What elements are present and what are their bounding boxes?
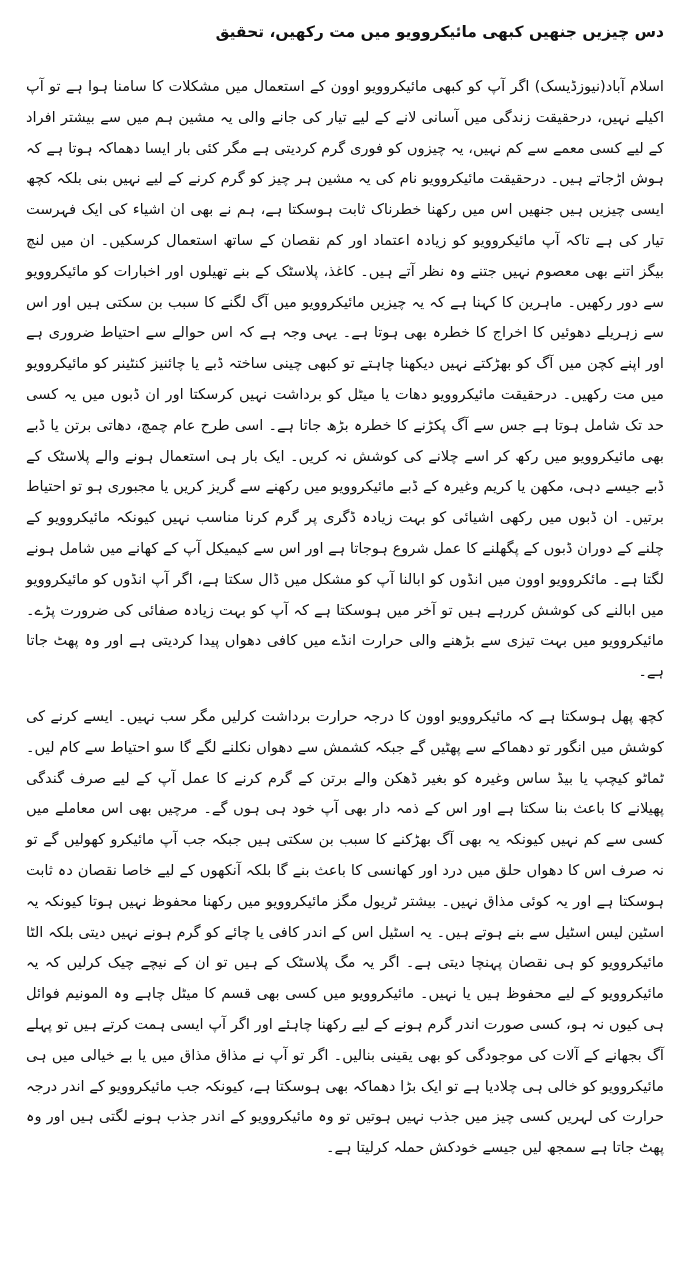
- article-headline: دس چیزیں جنھیں کبھی مائیکروویو میں مت رکھیں، تحقیق: [215, 23, 664, 41]
- news-article: [26, 0, 664, 1182]
- article-paragraph-2: کچھ پھل ہوسکتا ہے کہ مائیکروویو اوون کا درجہ حرارت برداشت کرلیں مگر سب نہیں۔ ایسے کرنے کی کوشش میں انگور تو دھماکے سے پھٹیں گے جبکہ کشمش سے دھواں نکلنے لگے گا سو احتیاط سے کام لیں۔ ٹماٹو کیچپ یا بیڈ ساس وغیرہ کو بغیر ڈھکن والے برتن کے گرم کرنے کا عمل آپ کے لیے صرف گندگی پھیلانے کا باعث بنا سکتا ہے اور اس کے ذمہ دار بھی آپ خود ہی ہوں گے۔ مرچیں بھی اس معاملے میں کسی سے کم نہیں کیونکہ یہ بھی آگ بھڑکنے کا سبب بن سکتی ہیں جبکہ جب آپ مائیکرو کھولیں گے تو نہ صرف اس کا دھواں حلق میں درد اور کھانسی کا باعث بنے گا بلکہ آنکھوں کے لیے خاصا نقصان دہ ثابت ہوسکتا ہے اور یہ کوئی مذاق نہیں۔ بیشتر ٹریول مگز مائیکروویو میں رکھنا محفوظ نہیں ہوتا کیونکہ یہ اسٹین لیس اسٹیل سے بنے ہوتے ہیں۔ یہ اسٹیل اس کے اندر کافی یا چائے کو گرم ہونے نہیں دیتی بلکہ الٹا مائیکروویو کو ہی نقصان پہنچا دیتی ہے۔ اگر یہ مگ پلاسٹک کے ہیں تو ان کے نیچے چیک کرلیں کہ یہ مائیکروویو کے لیے محفوظ ہیں یا نہیں۔ مائیکروویو میں کسی بھی قسم کا میٹل چاہے وہ المونیم فوائل ہی کیوں نہ ہو، کسی صورت اندر گرم ہونے کے لیے رکھنا چاہئے اور اگر آپ ایسی ہمت کرتے ہیں تو پہلے آگ بجھانے کے آلات کی موجودگی کو بھی یقینی بنالیں۔ اگر تو آپ نے مذاق مذاق میں یا بے خیالی میں ہی مائیکروویو کو خالی ہی چلادیا ہے تو ایک بڑا دھماکہ بھی ہوسکتا ہے، کیونکہ جب مائیکروویو کے اندر درجہ حرارت کی لہریں کسی چیز میں جذب نہیں ہوتیں تو وہ مائیکروویو کے اندر جذب ہونے لگتی ہیں اور وہ پھٹ جاتا ہے سمجھ لیں جیسے خودکش حملہ کرلیتا ہے۔: [26, 707, 664, 1157]
- article-paragraph-1: اسلام آباد(نیوزڈیسک) اگر آپ کو کبھی مائیکروویو اوون کے استعمال میں مشکلات کا سامنا ہوا ہے تو آپ اکیلے نہیں، درحقیقت زندگی میں آسانی لانے کے لیے تیار کی جانے والی یہ مشین ہم میں سے بیشتر افراد کے لیے کسی معمے سے کم نہیں، یہ چیزوں کو فوری گرم کردیتی ہے مگر کئی بار ایسا دھماکہ ہوتا ہے کہ ہوش اڑجاتے ہیں۔ درحقیقت مائیکروویو نام کی یہ مشین ہر چیز کو گرم کرنے کے لیے نہیں بنی بلکہ کچھ ایسی چیزیں ہیں جنھیں اس میں رکھنا خطرناک ثابت ہوسکتا ہے، ہم نے بھی ان اشیاء کی ایک فہرست تیار کی ہے تاکہ آپ مائیکروویو کو زیادہ اعتماد اور کم نقصان کے ساتھ استعمال کرسکیں۔ ان میں لنچ بیگز اتنے بھی معصوم نہیں جتنے وہ نظر آتے ہیں۔ کاغذ، پلاسٹک کے بنے تھیلوں اور اخبارات کو مائیکروویو سے دور رکھیں۔ ماہرین کا کہنا ہے کہ یہ چیزیں مائیکروویو میں آگ لگنے کا سبب بن سکتی ہیں اور اس سے زہریلے دھوئیں کا اخراج کا خطرہ بھی ہوتا ہے۔ یہی وجہ ہے کہ اس حوالے سے احتیاط ضروری ہے اور اپنے کچن میں آگ کو بھڑکتے نہیں دیکھنا چاہتے تو کبھی چینی ساختہ ڈبے یا چائنیز کنٹینر کو مائیکروویو میں مت رکھیں۔ درحقیقت مائیکروویو دھات یا میٹل کو برداشت نہیں کرسکتا اور ان ڈبوں میں یہ کسی حد تک شامل ہوتا ہے جس سے آگ پکڑنے کا خطرہ بڑھ جاتا ہے۔ اسی طرح عام چمچ، دھاتی برتن یا ڈبے بھی مائیکروویو میں رکھ کر اسے چلانے کی کوشش نہ کریں۔ ایک بار ہی استعمال ہونے والے پلاسٹک کے ڈبے جیسے دہی، مکھن یا کریم وغیرہ کے ڈبے مائیکروویو میں رکھنے سے گریز کریں یا مجبوری ہو تو احتیاط برتیں۔ ان ڈبوں میں رکھی اشیائی کو بہت زیادہ ڈگری پر گرم کرنا مناسب نہیں کیونکہ مائیکروویو کے چلنے کے دوران ڈبوں کے پگھلنے کا عمل شروع ہوجاتا ہے اور اس سے کیمیکل آپ کے کھانے میں شامل ہونے لگتا ہے۔ مائکروویو اوون میں انڈوں کو ابالنا آپ کو مشکل میں ڈال سکتا ہے، اگر آپ انڈوں کو مائیکروویو میں ابالنے کی کوشش کررہے ہیں تو آخر میں ہوسکتا ہے کہ آپ کو بہت زیادہ صفائی کی ضرورت پڑے۔ مائیکروویو میں بہت تیزی سے بڑھنے والی حرارت انڈے میں کافی دھواں پیدا کردیتی ہے اور وہ پھٹ جاتا ہے۔: [26, 78, 664, 681]
